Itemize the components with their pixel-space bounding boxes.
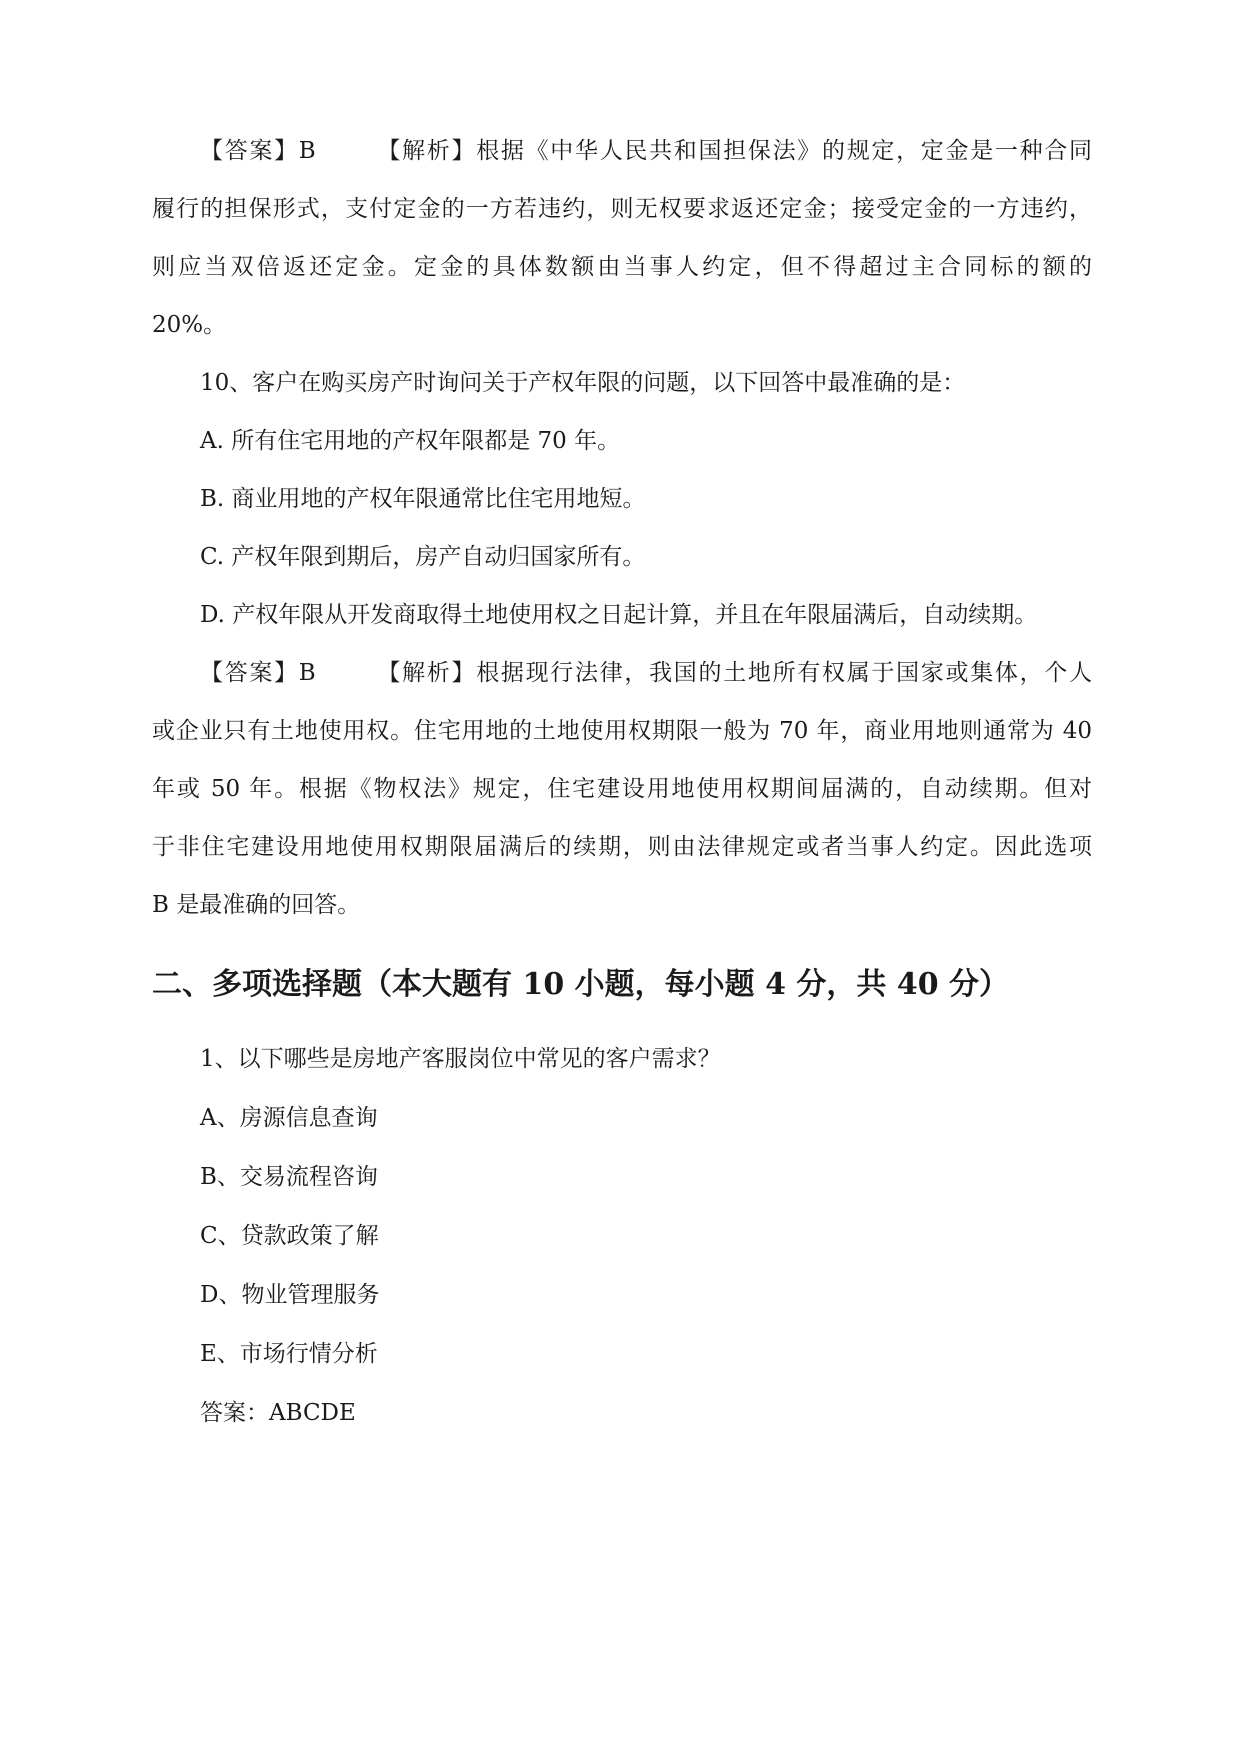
- question-10-option-b: B. 商业用地的产权年限通常比住宅用地短。: [200, 486, 646, 512]
- question-10-option-d: D. 产权年限从开发商取得土地使用权之日起计算，并且在年限届满后，自动续期。: [200, 602, 1038, 628]
- multi-question-1-option-d: D、物业管理服务: [200, 1282, 380, 1308]
- section-heading: 二、多项选择题（本大题有 10 小题，每小题 4 分，共 40 分）: [152, 967, 1010, 1002]
- question-10-stem: 10、客户在购买房产时询问关于产权年限的问题，以下回答中最准确的是：: [200, 370, 966, 396]
- multi-question-1-option-c: C、贷款政策了解: [200, 1223, 379, 1249]
- question-10-analysis-line: 年或 50 年。根据《物权法》规定，住宅建设用地使用权期间届满的，自动续期。但对: [152, 776, 1092, 802]
- question-10-answer-label: 【答案】B: [200, 660, 316, 686]
- question-10-option-c: C. 产权年限到期后，房产自动归国家所有。: [200, 544, 646, 570]
- prev-analysis-line: 【解析】根据《中华人民共和国担保法》的规定，定金是一种合同: [375, 138, 1092, 164]
- multi-question-1-stem: 1、以下哪些是房地产客服岗位中常见的客户需求？: [200, 1046, 721, 1072]
- prev-analysis-line: 履行的担保形式，支付定金的一方若违约，则无权要求返还定金；接受定金的一方违约，: [152, 196, 1092, 222]
- prev-analysis-line: 20%。: [152, 312, 227, 338]
- question-10-answer-line-1: [152, 658, 1092, 688]
- multi-question-1-option-b: B、交易流程咨询: [200, 1164, 378, 1190]
- prev-answer-line-1: [152, 136, 1092, 166]
- prev-answer-label: 【答案】B: [200, 138, 316, 164]
- question-10-analysis-line: 于非住宅建设用地使用权期限届满后的续期，则由法律规定或者当事人约定。因此选项: [152, 834, 1092, 860]
- prev-analysis-line: 则应当双倍返还定金。定金的具体数额由当事人约定，但不得超过主合同标的额的: [152, 254, 1092, 280]
- multi-question-1-option-a: A、房源信息查询: [200, 1105, 378, 1131]
- question-10-analysis-line: B 是最准确的回答。: [152, 892, 361, 918]
- question-10-analysis-line: 或企业只有土地使用权。住宅用地的土地使用权期限一般为 70 年，商业用地则通常为 40: [152, 718, 1092, 744]
- question-10-option-a: A. 所有住宅用地的产权年限都是 70 年。: [200, 428, 621, 454]
- multi-question-1-answer: 答案：ABCDE: [200, 1400, 356, 1426]
- multi-question-1-option-e: E、市场行情分析: [200, 1341, 378, 1367]
- question-10-analysis-line: 【解析】根据现行法律，我国的土地所有权属于国家或集体，个人: [375, 660, 1092, 686]
